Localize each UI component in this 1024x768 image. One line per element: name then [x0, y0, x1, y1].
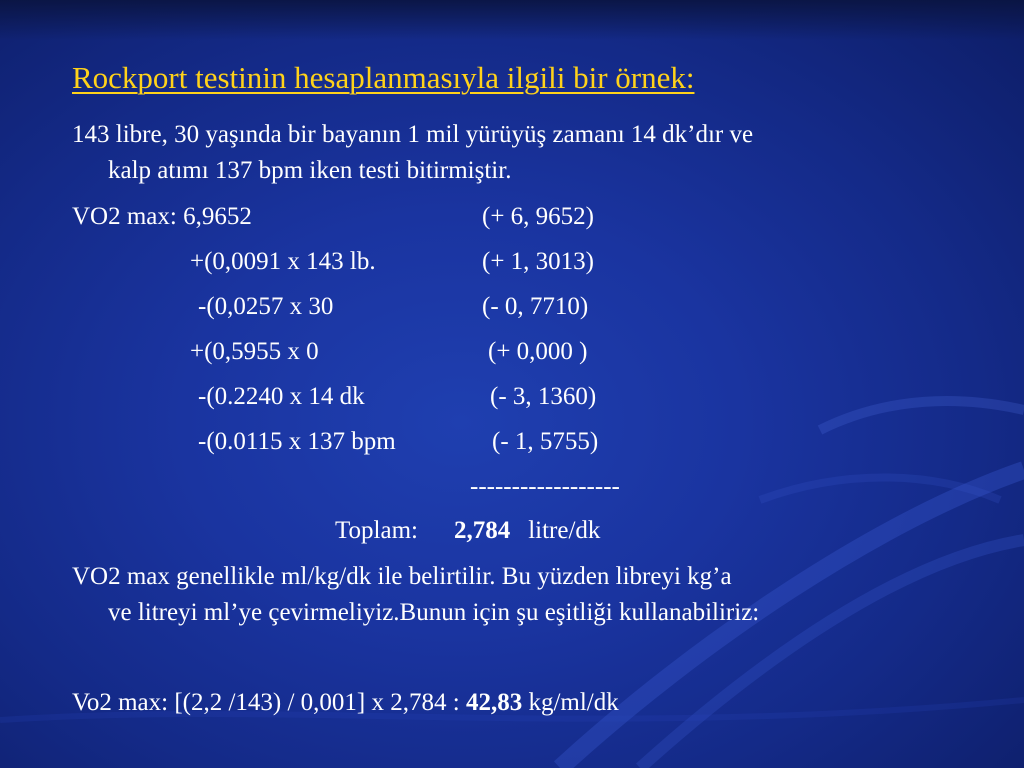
total-value: 2,784: [453, 517, 511, 544]
sum-separator: ------------------: [470, 473, 620, 500]
intro-line-2: kalp atımı 137 bpm iken testi bitirmiştir.: [108, 157, 512, 184]
total-row: [335, 516, 600, 546]
calc-row-right-6: (- 1, 5755): [492, 428, 599, 455]
calc-row-left-1: VO2 max: 6,9652: [72, 203, 252, 230]
calc-row-right-3: (- 0, 7710): [482, 293, 589, 320]
formula-unit: kg/ml/dk: [528, 689, 619, 716]
calc-row-left-5: -(0.2240 x 14 dk: [198, 383, 365, 410]
intro-line-1: 143 libre, 30 yaşında bir bayanın 1 mil yürüyüş zamanı 14 dk’dır ve: [72, 121, 754, 148]
calc-row-left-6: -(0.0115 x 137 bpm: [198, 428, 396, 455]
note-line-2: ve litreyi ml’ye çevirmeliyiz.Bunun için şu eşitliği kullanabiliriz:: [108, 599, 760, 626]
slide-title: Rockport testinin hesaplanmasıyla ilgili bir örnek:: [72, 60, 695, 95]
total-unit: litre/dk: [528, 517, 601, 544]
formula-prefix: Vo2 max: [(2,2 /143) / 0,001] x 2,784 :: [72, 689, 460, 716]
total-label: Toplam:: [335, 517, 418, 544]
calc-row-left-2: +(0,0091 x 143 lb.: [190, 248, 376, 275]
formula-result: 42,83: [465, 689, 523, 716]
calc-row-right-5: (- 3, 1360): [490, 383, 597, 410]
calc-row-left-4: +(0,5955 x 0: [190, 338, 319, 365]
calc-row-left-3: -(0,0257 x 30: [198, 293, 334, 320]
note-line-1: VO2 max genellikle ml/kg/dk ile belirtilir. Bu yüzden libreyi kg’a: [72, 563, 732, 590]
formula-row: [72, 688, 619, 718]
calc-row-right-1: (+ 6, 9652): [482, 203, 594, 230]
calc-row-right-4: (+ 0,000 ): [488, 338, 588, 365]
calc-row-right-2: (+ 1, 3013): [482, 248, 594, 275]
